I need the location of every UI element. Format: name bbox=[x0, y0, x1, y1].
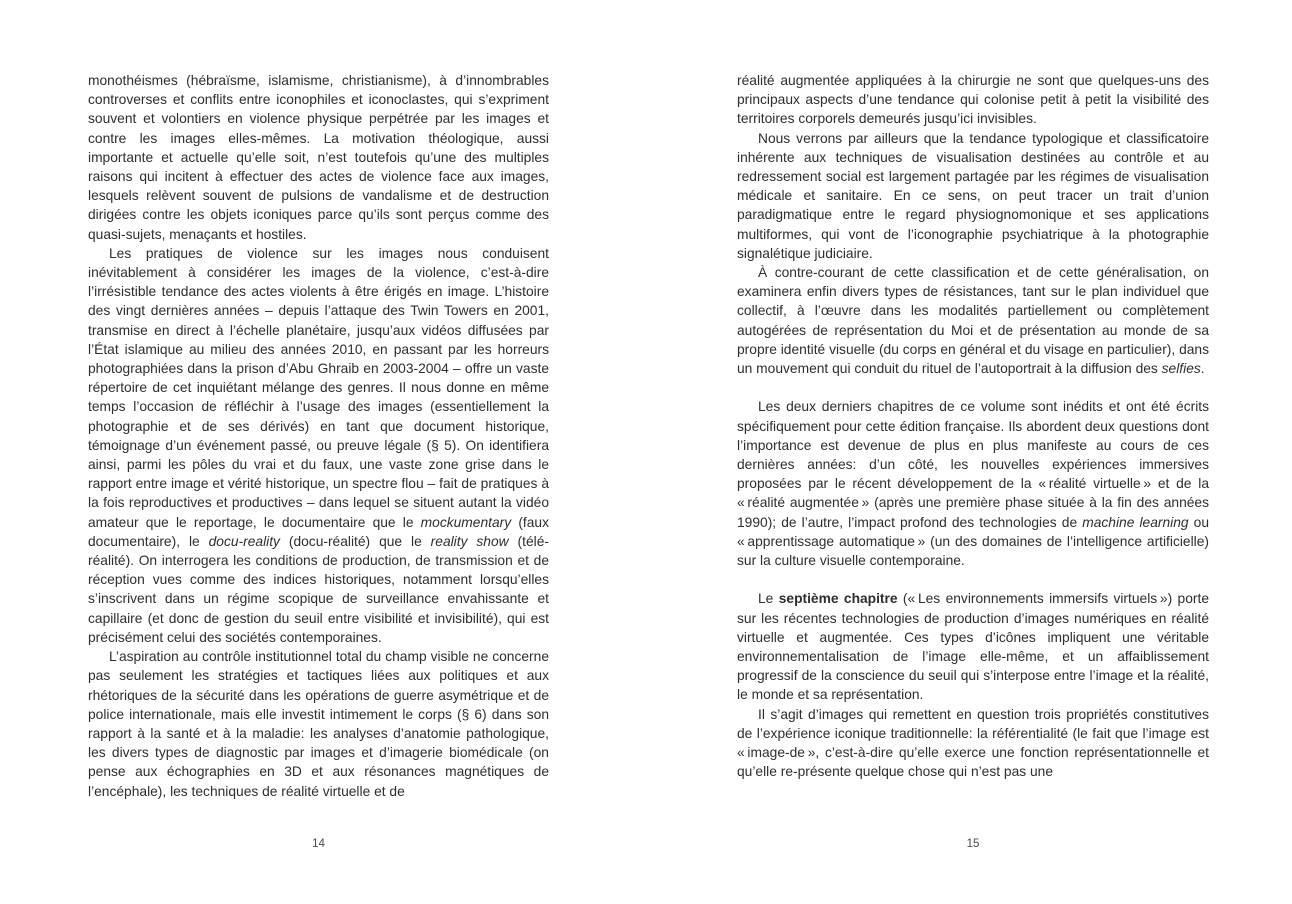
italic-text-run: docu-reality bbox=[208, 533, 280, 549]
text-run: (docu-réalité) que le bbox=[279, 533, 431, 549]
page-left-text-column bbox=[88, 71, 549, 801]
paragraph bbox=[737, 129, 1209, 263]
bold-text-run: septième chapitre bbox=[778, 591, 898, 607]
text-run: Les pratiques de violence sur les images nous conduisent inévitablement à considérer les images de la violence, c’est-à-dire l’irrésistible tendance des actes violents à être érigés en image. L’histoire des vingt dernières années – depuis l’attaque des Twin Towers en 2001, transmise en direct à l’échelle planétaire, jusqu’aux vidéos diffusées par l’État islamique au milieu des années 2010, en passant par les horreurs photographiées dans la prison d’Abu Ghraib en 2003-2004 – offre un vaste répertoire de cet inquiétant mélange des genres. Il nous donne en même temps l’occasion de réfléchir à l’usage des images (essentiellement la photographie et de ses dérivés) en tant que document historique, témoignage d’un événement passé, ou preuve légale (§ 5). On identifiera ainsi, parmi les pôles du vrai et du faux, une vaste zone grise dans le rapport entre image et vérité historique, un spectre flou – fait de pratiques à la fois reproductives et productives – dans lequel se situent autant la vidéo amateur que le reportage, le documentaire que le bbox=[88, 245, 549, 530]
text-run: Il s’agit d’images qui remettent en question trois propriétés constitutives de l’expérience iconique traditionnelle: la référentialité (le fait que l’image est « image-de », c’est-à-dire qu’elle exerce une fonction représentationnelle et qu’elle re-présente quelque chose qui n’est pas une bbox=[737, 706, 1209, 780]
text-run: L’aspiration au contrôle institutionnel total du champ visible ne concerne pas seulement les stratégies et tactiques liées aux politiques et aux rhétoriques de la sécurité dans les opérations de guerre asymétrique et de police internationale, mais elle investit intimement le corps (§ 6) dans son rapport à la santé et à la maladie: les analyses d’anatomie pathologique, les divers types de diagnostic par images et d’imagerie biomédicale (on pense aux échographies en 3D et aux résonances magnétiques de l’encéphale), les techniques de réalité virtuelle et de bbox=[88, 649, 549, 799]
italic-text-run: mockumentary bbox=[420, 514, 512, 530]
text-run: monothéismes (hébraïsme, islamisme, christianisme), à d’innombrables controverses et conflits entre iconophiles et iconoclastes, qui s’expriment souvent et volontiers en violence physique perpétrée par les images et contre les images elles-mêmes. La motivation théologique, aussi importante et actuelle qu’elle soit, n’est toutefois qu’une des multiples raisons qui incitent à effectuer des actes de violence face aux images, lesquels relèvent souvent de pulsions de vandalisme et de destruction dirigées contre les objets iconiques parce qu’ils sont perçus comme des quasi-sujets, menaçants et hostiles. bbox=[88, 73, 549, 242]
paragraph bbox=[88, 647, 549, 801]
text-run: (faux documentaire), le bbox=[88, 514, 549, 549]
text-run: Les deux derniers chapitres de ce volume sont inédits et ont été écrits spécifiquement pour cette édition française. Ils abordent deux questions dont l’importance est devenue de plus en plus manifeste au cours de ces dernières années: d’un côté, les nouvelles expériences immersives proposées par le récent développement de la « réalité virtuelle » et de la « réalité augmentée » (après une première phase située à la fin des années 1990); de l’autre, l’impact profond des technologies de bbox=[737, 399, 1209, 530]
paragraph bbox=[737, 705, 1209, 782]
italic-text-run: machine learning bbox=[1082, 514, 1189, 530]
text-run: (« Les environnements immersifs virtuels ») porte sur les récentes technologies de production d’images numériques en réalité virtuelle et augmentée. Ces types d’icônes impliquent une véritable environnementalisation de l’image elle-même, et un affaiblissement progressif de la conscience du seuil qui s’interpose entre l’image et la réalité, le monde et sa représentation. bbox=[737, 591, 1210, 703]
page-right-text-column bbox=[737, 71, 1209, 781]
italic-text-run: reality show bbox=[430, 533, 509, 549]
text-run: (télé-réalité). On interrogera les conditions de production, de transmission et de réception vues comme des indices historiques, notamment lorsqu’elles s’inscrivent dans un régime scopique de surveillance envahissante et capillaire (et donc de gestion du seuil entre visibilité et invisibilité), qui est précisément celui des sociétés contemporaines. bbox=[88, 533, 549, 645]
page-number-right: 15 bbox=[966, 838, 980, 850]
paragraph bbox=[88, 71, 549, 244]
italic-text-run: selfies bbox=[1161, 361, 1201, 377]
text-run: ou « apprentissage automatique » (un des domaines de l’intelligence artificielle) sur la culture visuelle contemporaine. bbox=[737, 514, 1209, 569]
paragraph bbox=[737, 71, 1209, 129]
text-run: Le bbox=[758, 591, 779, 607]
text-run: À contre-courant de cette classification et de cette généralisation, on examinera enfin divers types de résistances, tant sur le plan individuel que collectif, à l’œuvre dans les modalités partiellement ou complètement autogérées de représentation du Moi et de présentation au monde de sa propre identité visuelle (du corps en général et du visage en particulier), dans un mouvement qui conduit du rituel de l’autoportrait à la diffusion des bbox=[737, 265, 1209, 377]
paragraph bbox=[737, 589, 1209, 704]
text-run: Nous verrons par ailleurs que la tendance typologique et classificatoire inhérente aux techniques de visualisation destinées au contrôle et au redressement social est largement partagée par les régimes de visualisation médicale et sanitaire. En ce sens, on peut tracer un trait d’union paradigmatique entre le regard physiognomonique et ses applications multiformes, qui vont de l’iconographie psychiatrique à la photographie signalétique judiciaire. bbox=[737, 130, 1209, 261]
text-run: . bbox=[1200, 361, 1205, 377]
text-run: réalité augmentée appliquées à la chirurgie ne sont que quelques-uns des principaux aspects d’une tendance qui colonise petit à petit la visibilité des territoires corporels demeurés jusqu’ici invisibles. bbox=[737, 73, 1209, 127]
paragraph bbox=[88, 244, 549, 647]
page-number-left: 14 bbox=[312, 838, 325, 850]
paragraph bbox=[737, 397, 1209, 570]
paragraph bbox=[737, 263, 1209, 378]
